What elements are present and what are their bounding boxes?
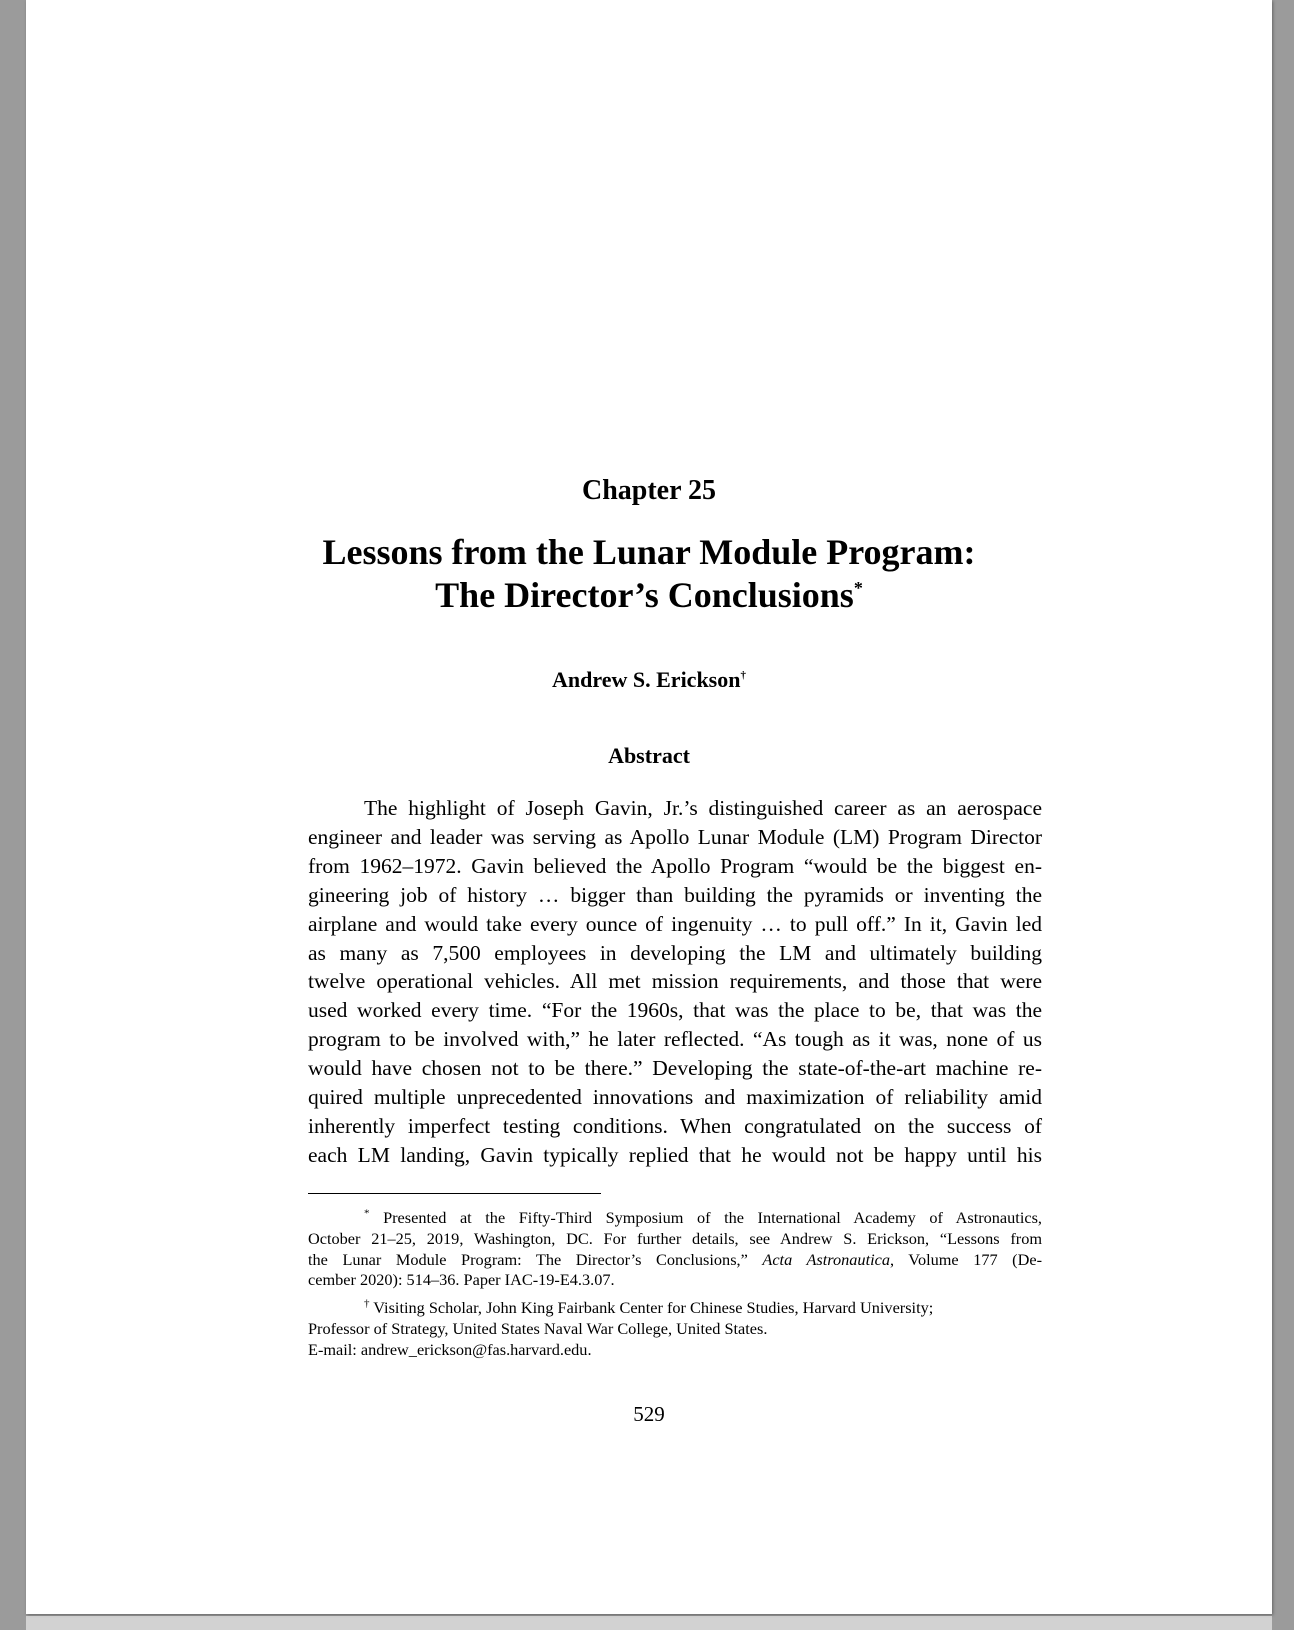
abstract-line: inherently imperfect testing conditions. When congratulated on the success of <box>308 1113 1042 1138</box>
author-footnote-marker[interactable]: † <box>740 669 746 682</box>
abstract-heading: Abstract <box>608 743 690 768</box>
title-footnote-marker[interactable]: * <box>853 578 863 598</box>
abstract-line: each LM landing, Gavin typically replied that he would not be happy until his <box>308 1142 1042 1167</box>
footnote-2-line-2: Professor of Strategy, United States Naval War College, United States. <box>308 1318 768 1338</box>
footnote-2-email[interactable]: E-mail: andrew_erickson@fas.harvard.edu. <box>308 1339 592 1359</box>
abstract-line: engineer and leader was serving as Apollo Lunar Module (LM) Program Director <box>308 824 1042 849</box>
footnote-separator <box>308 1193 601 1194</box>
footnote-2-text: Visiting Scholar, John King Fairbank Center for Chinese Studies, Harvard University; <box>373 1298 934 1318</box>
footnote-1-line-1 <box>308 1208 1042 1229</box>
abstract-line: twelve operational vehicles. All met mission requirements, and those that were <box>308 969 1042 994</box>
abstract-body <box>308 794 1042 1170</box>
title-line-2 <box>26 574 1272 617</box>
footnote-1-line-2: October 21–25, 2019, Washington, DC. For further details, see Andrew S. Erickson, “Lessons from <box>308 1228 1042 1248</box>
abstract-line: as many as 7,500 employees in developing the LM and ultimately building <box>308 940 1042 965</box>
title-line-1: Lessons from the Lunar Module Program: <box>322 532 976 572</box>
author-name <box>26 666 1272 694</box>
chapter-label: Chapter 25 <box>581 475 717 506</box>
abstract-line: gineering job of history … bigger than building the pyramids or inventing the <box>308 882 1042 907</box>
abstract-line: The highlight of Joseph Gavin, Jr.’s distinguished career as an aerospace <box>364 796 1042 820</box>
footnote-1-marker: * <box>364 1207 370 1220</box>
title-line-2-text: The Director’s Conclusions <box>435 575 854 615</box>
footnote-2-line-1 <box>308 1298 1042 1319</box>
abstract-line: from 1962–1972. Gavin believed the Apollo Program “would be the biggest en- <box>308 853 1042 878</box>
footnote-2-marker: † <box>364 1297 370 1310</box>
footnotes <box>308 1208 1042 1361</box>
footnote-1-line-3-post: , Volume 177 (De- <box>889 1249 1043 1269</box>
footnote-1-text: Presented at the Fifty-Third Symposium of the International Academy of Astronautics, <box>383 1208 1042 1227</box>
document-page <box>26 0 1272 1614</box>
abstract-line: airplane and would take every ounce of ingenuity … to pull off.” In it, Gavin led <box>308 911 1042 936</box>
abstract-line: would have chosen not to be there.” Developing the state-of-the-art machine re- <box>308 1056 1042 1081</box>
chapter-title <box>26 531 1272 617</box>
author-name-text: Andrew S. Erickson <box>552 667 741 692</box>
footnote-1-line-3-pre: the Lunar Module Program: The Director’s Conclusions,” <box>308 1249 763 1269</box>
journal-name: Acta Astronautica <box>762 1249 890 1269</box>
footnote-1-line-4: cember 2020): 514–36. Paper IAC-19-E4.3.07. <box>308 1270 615 1290</box>
abstract-line: used worked every time. “For the 1960s, that was the place to be, that was the <box>308 998 1042 1023</box>
page-number: 529 <box>633 1402 665 1426</box>
abstract-line: program to be involved with,” he later reflected. “As tough as it was, none of us <box>308 1027 1042 1052</box>
abstract-line: quired multiple unprecedented innovations and maximization of reliability amid <box>308 1085 1042 1110</box>
next-page-edge <box>26 1616 1272 1630</box>
footnote-1-line-3 <box>308 1250 1042 1271</box>
